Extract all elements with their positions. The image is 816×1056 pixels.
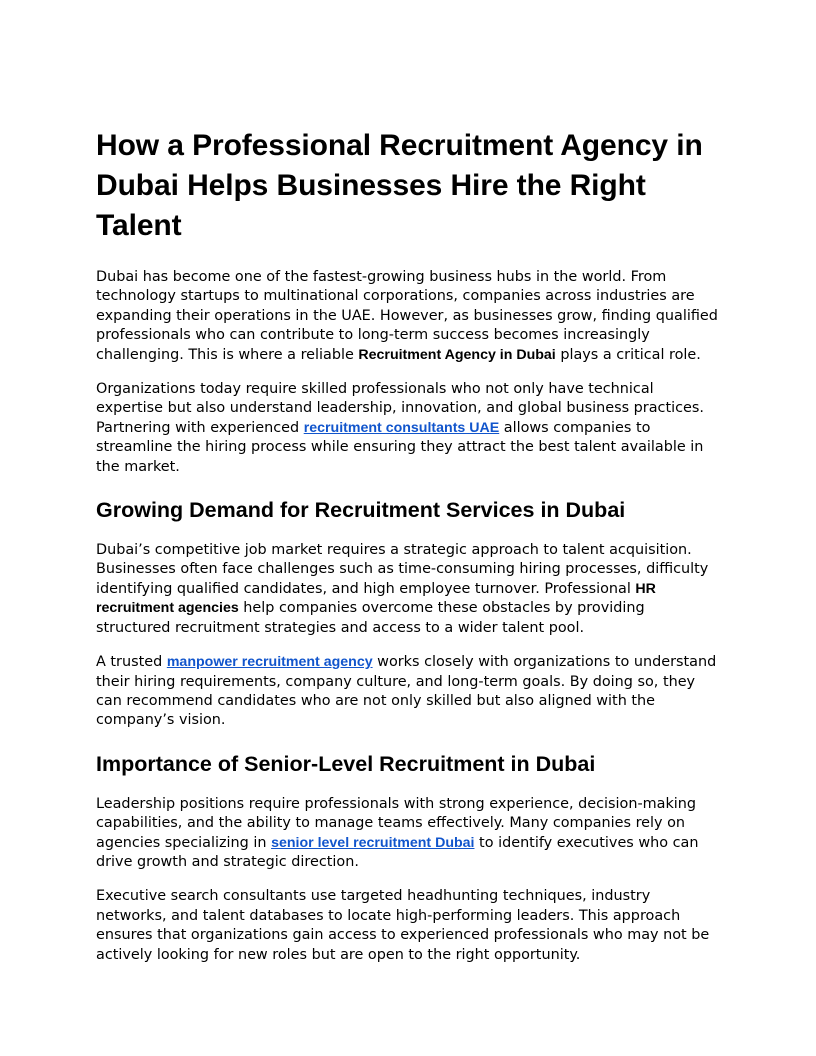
section2-paragraph-2: Executive search consultants use targeted headhunting techniques, industry networks, and talent databases to locate high-performing leaders. This approach ensures that organizations gain access to experienced professionals who may not be actively looking for new roles but are open to the right opportunity. [96, 888, 710, 963]
page-title: How a Professional Recruitment Agency in Dubai Helps Businesses Hire the Right Talent [96, 129, 703, 242]
text: Dubai’s competitive job market requires a strategic approach to talent acquisition. Businesses often face challenges such as time-consuming hiring processes, difficulty identifying qualified candidates, and high employee turnover. Professional [96, 542, 709, 597]
text: to identify executives who can drive growth and strategic direction. [96, 834, 699, 870]
section-heading: Growing Demand for Recruitment Services in Dubai [96, 498, 626, 523]
text: Organizations today require skilled professionals who not only have technical expertise but also understand leadership, innovation, and global business practices. Partnering with experienced [96, 381, 704, 436]
bold-phrase: HR recruitment agencies [96, 580, 656, 617]
senior-recruitment-link[interactable]: senior level recruitment Dubai [271, 834, 475, 851]
text: allows companies to streamline the hiring process while ensuring they attract the best talent available in the market. [96, 419, 704, 475]
text: works closely with organizations to understand their hiring requirements, company culture, and long-term goals. By doing so, they can recommend candidates who are not only skilled but also aligned with the company’s vision. [96, 654, 717, 729]
section2-paragraph-1 [96, 795, 720, 873]
section1-paragraph-2 [96, 653, 720, 731]
manpower-agency-link[interactable]: manpower recruitment agency [166, 654, 373, 671]
text: help companies overcome these obstacles by providing structured recruitment strategies and access to a wider talent pool. [96, 600, 645, 636]
text: plays a critical role. [555, 346, 701, 363]
section1-paragraph-1 [96, 541, 720, 638]
recruitment-consultants-link[interactable]: recruitment consultants UAE [303, 419, 500, 436]
bold-phrase: Recruitment Agency in Dubai [358, 346, 556, 363]
text: A trusted [96, 654, 167, 671]
document-page [96, 126, 720, 980]
text: Dubai has become one of the fastest-growing business hubs in the world. From technology startups to multinational corporations, companies across industries are expanding their operations in the UAE. However, as businesses grow, finding qualified professionals who can contribute to long-term success becomes increasingly challenging. This is where a reliable [96, 269, 718, 363]
text: Leadership positions require professionals with strong experience, decision-making capabilities, and the ability to manage teams effectively. Many companies rely on agencies specializing in [96, 795, 697, 851]
section-heading: Importance of Senior-Level Recruitment in Dubai [96, 751, 596, 776]
intro-paragraph-1 [96, 268, 720, 365]
intro-paragraph-2 [96, 380, 720, 477]
